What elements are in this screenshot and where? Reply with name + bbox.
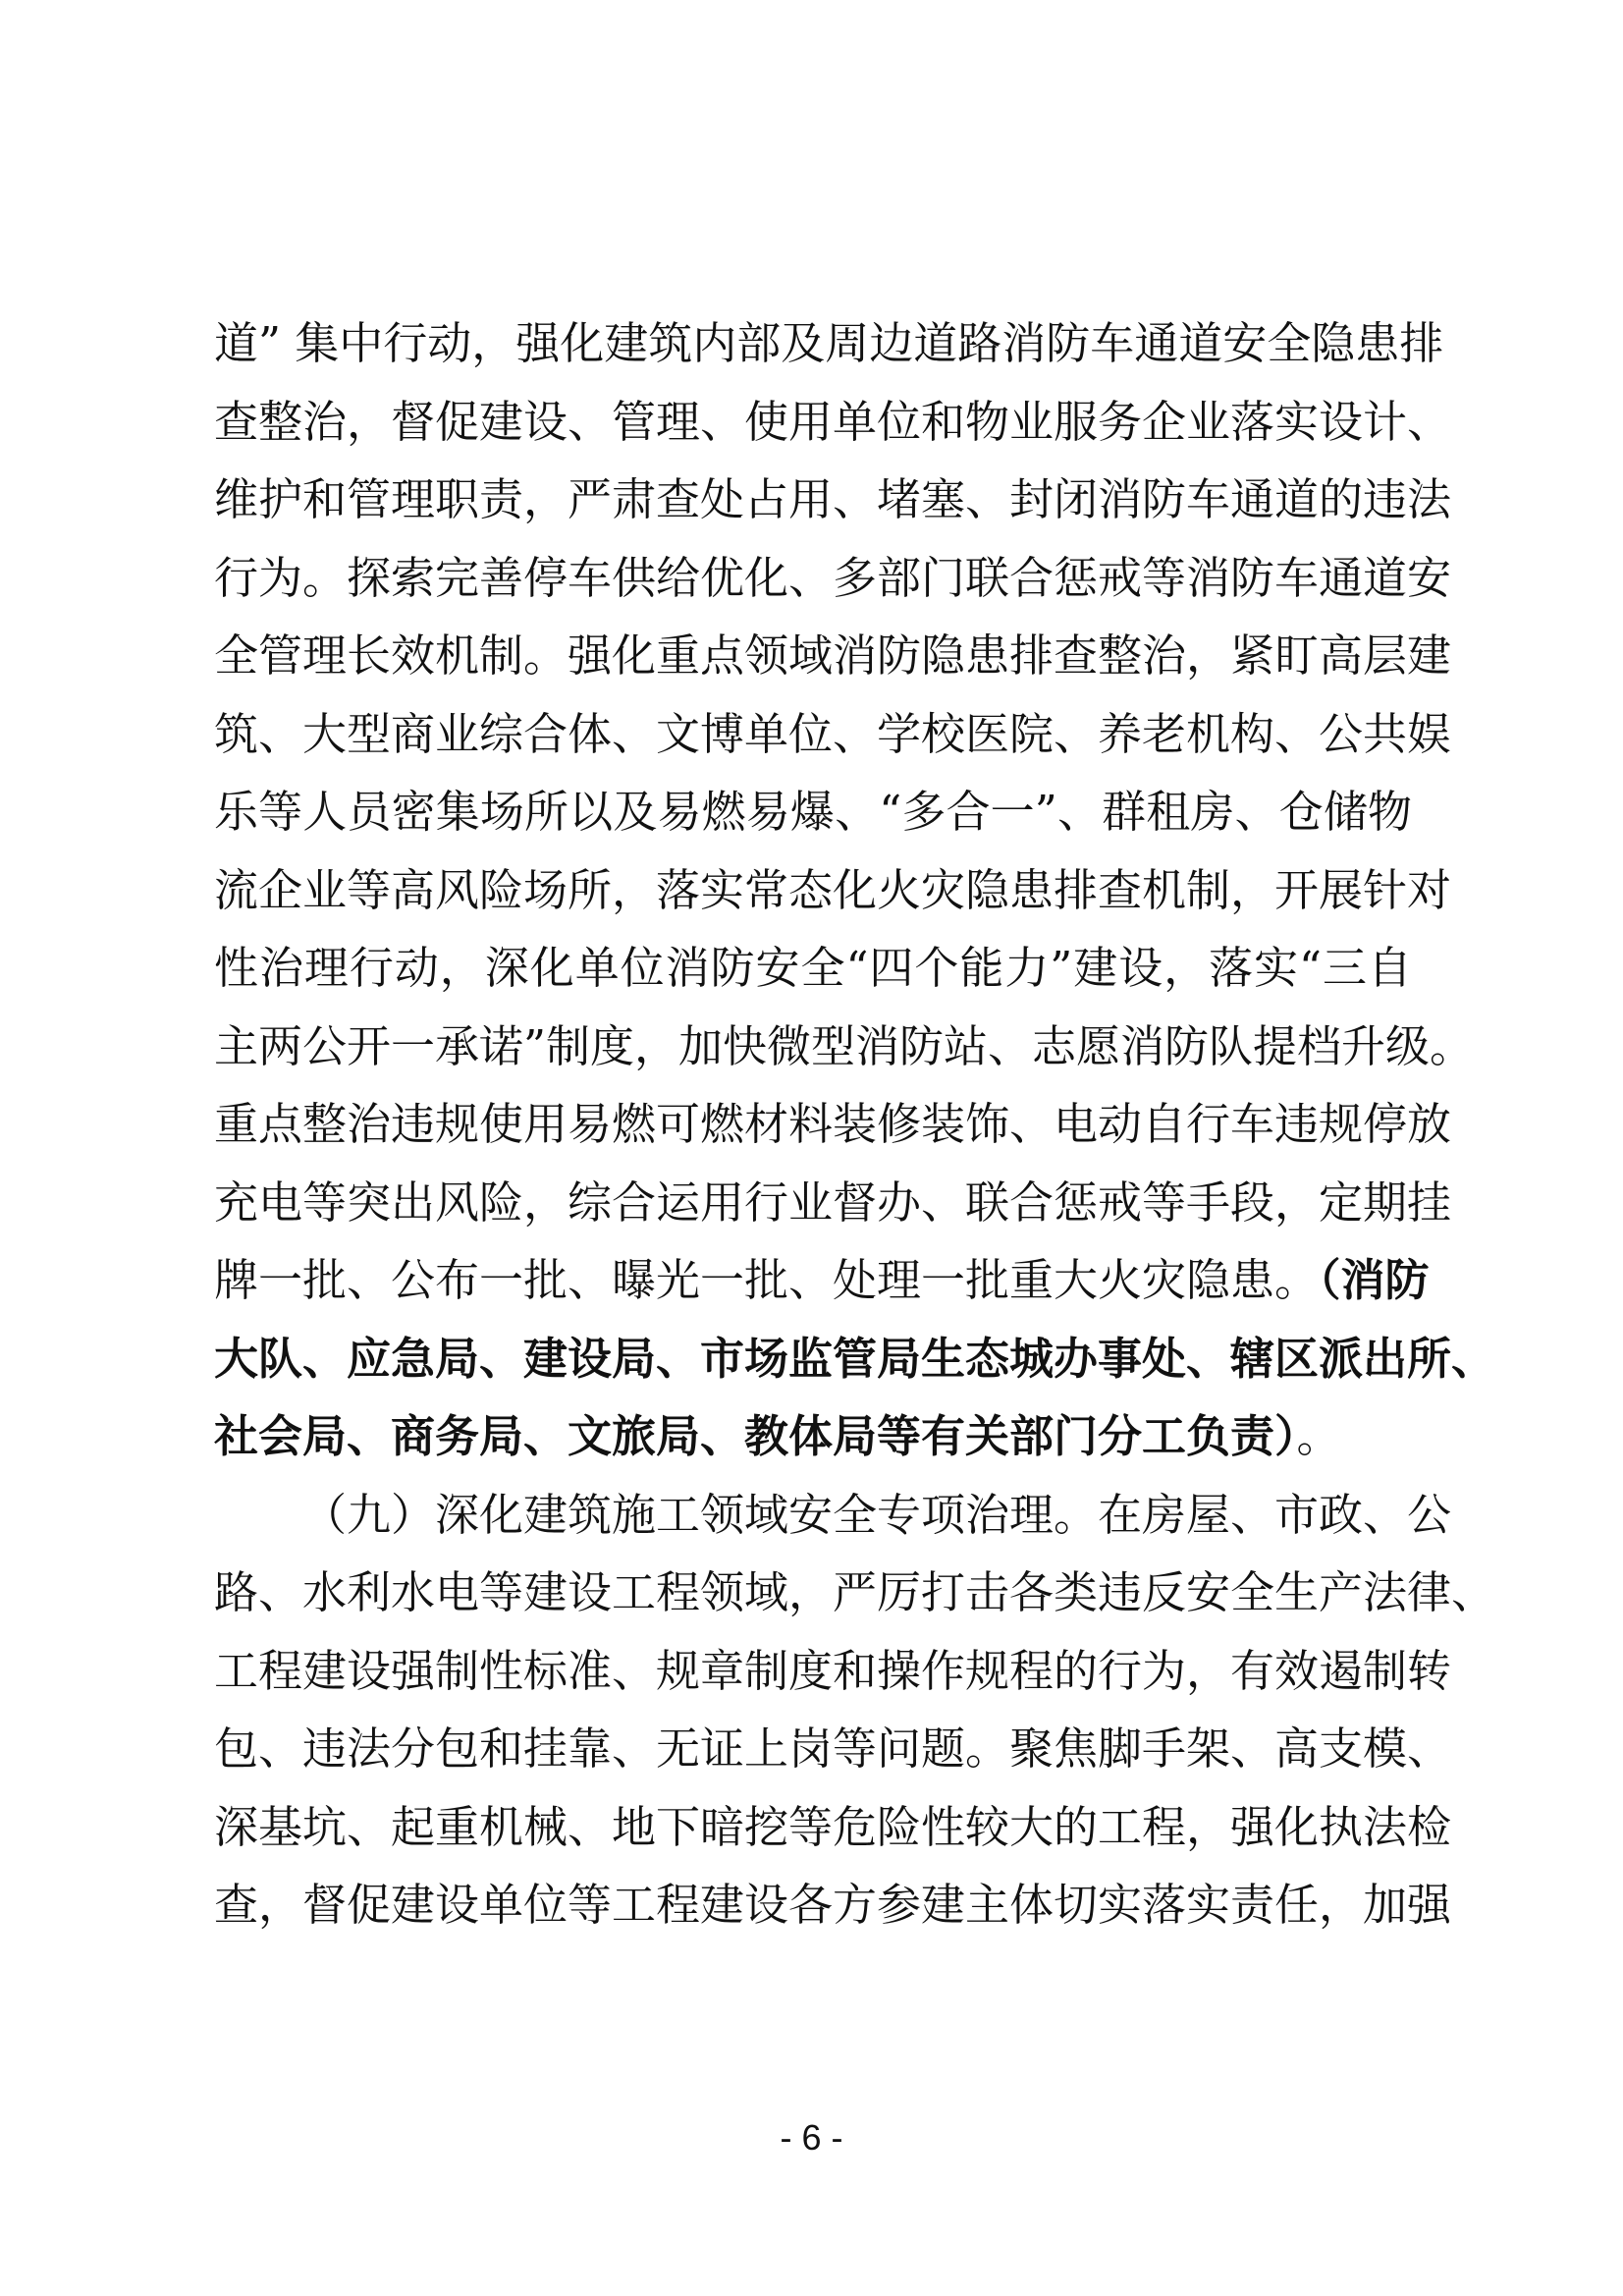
paragraph-line: 全管理长效机制。强化重点领域消防隐患排查整治，紧盯高层建 [214,629,1452,682]
section-9-line: 深基坑、起重机械、地下暗挖等危险性较大的工程，强化执法检 [214,1801,1452,1853]
paragraph-line: 筑、大型商业综合体、文博单位、学校医院、养老机构、公共娱 [214,708,1452,760]
responsible-departments-end: 社会局、商务局、文旅局、教体局等有关部门分工负责） [214,1410,1297,1462]
paragraph-line: 流企业等高风险场所，落实常态化火灾隐患排查机制，开展针对 [214,864,1452,916]
paragraph-line: 主两公开一承诺”制度，加快微型消防站、志愿消防队提档升级。 [214,1020,1475,1072]
section-9-line: 包、违法分包和挂靠、无证上岗等问题。聚焦脚手架、高支模、 [214,1722,1452,1775]
paragraph-line: 性治理行动，深化单位消防安全“四个能力”建设，落实“三自 [214,942,1412,994]
paragraph-line: 道” 集中行动，强化建筑内部及周边道路消防车通道安全隐患排 [214,317,1444,369]
paragraph-line-mixed [214,1251,1430,1310]
responsible-departments-end-line [214,1407,1412,1466]
paragraph-line: 查整治，督促建设、管理、使用单位和物业服务企业落实设计、 [214,396,1452,448]
section-9-heading-line: （九）深化建筑施工领域安全专项治理。在房屋、市政、公 [302,1489,1452,1541]
period: 。 [1296,1410,1341,1462]
section-9-line: 路、水利水电等建设工程领域，严厉打击各类违反安全生产法律、 [214,1566,1496,1618]
page-number: - 6 - [780,2117,843,2158]
paragraph-line: 充电等突出风险，综合运用行业督办、联合惩戒等手段，定期挂 [214,1176,1452,1229]
plain-text: 牌一批、公布一批、曝光一批、处理一批重大火灾隐患。 [214,1254,1320,1306]
paragraph-line: 重点整治违规使用易燃可燃材料装修装饰、电动自行车违规停放 [214,1098,1452,1150]
paragraph-line: 行为。探索完善停车供给优化、多部门联合惩戒等消防车通道安 [214,552,1452,604]
paragraph-line: 维护和管理职责，严肃查处占用、堵塞、封闭消防车通道的违法 [214,473,1452,525]
responsible-departments-line: 大队、应急局、建设局、市场监管局生态城办事处、辖区派出所、 [214,1333,1496,1385]
paragraph-line: 乐等人员密集场所以及易燃易爆、“多合一”、群租房、仓储物 [214,786,1412,838]
responsible-departments-start: （消防 [1319,1254,1430,1306]
section-9-line: 工程建设强制性标准、规章制度和操作规程的行为，有效遏制转 [214,1645,1452,1697]
section-9-line: 查，督促建设单位等工程建设各方参建主体切实落实责任，加强 [214,1879,1452,1931]
